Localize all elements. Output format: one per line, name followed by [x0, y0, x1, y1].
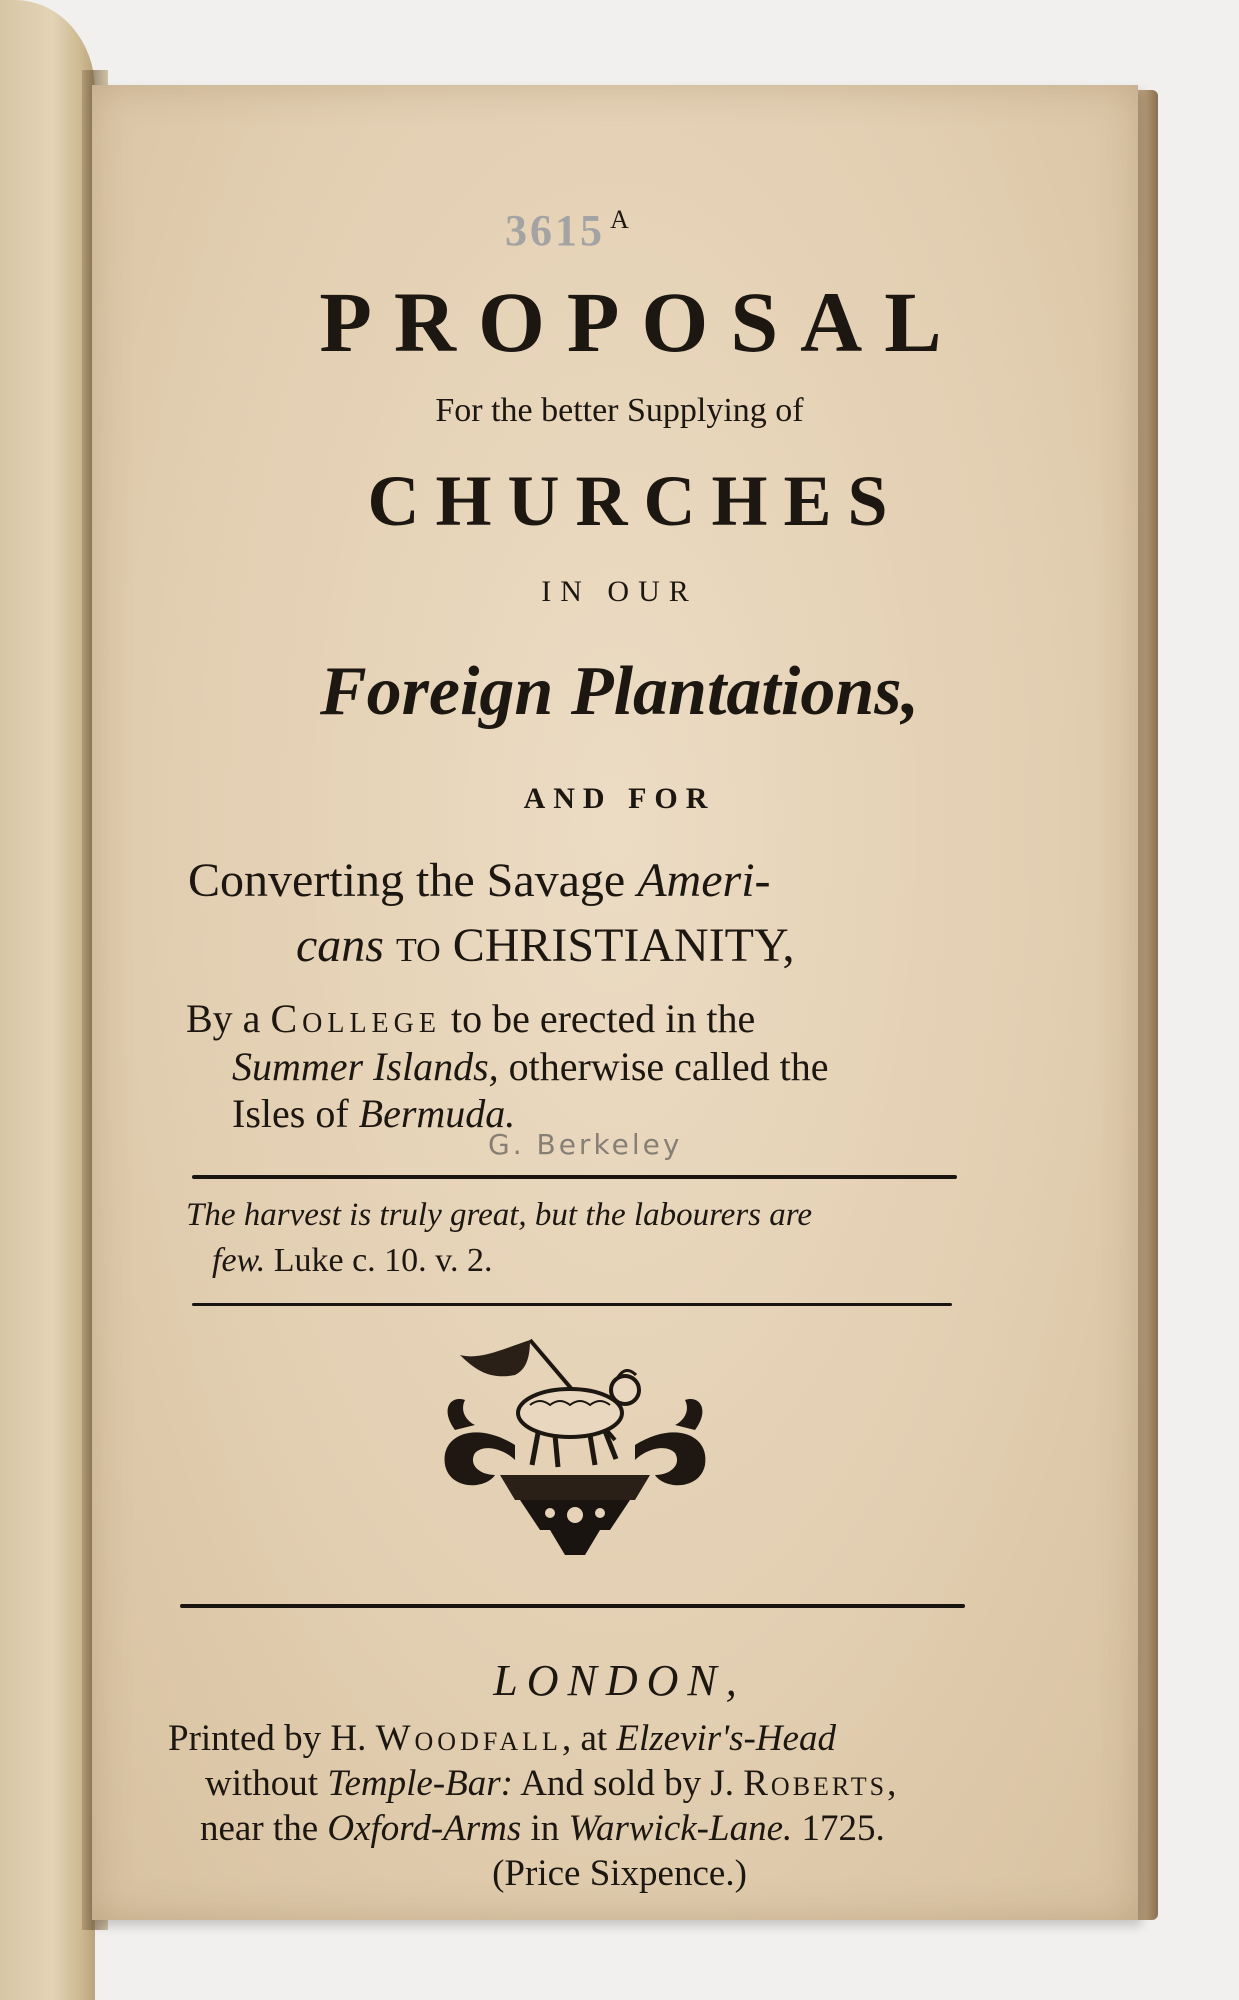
epigraph-line-1: The harvest is truly great, but the labourers are	[186, 1197, 813, 1233]
near-the: near the	[200, 1808, 328, 1849]
imprint-city: LONDON,	[493, 1656, 746, 1705]
otherwise-called: otherwise called the	[498, 1044, 829, 1089]
at-text: , at	[561, 1718, 617, 1759]
epigraph-citation: Luke c. 10. v. 2.	[265, 1242, 493, 1279]
converting-line-1	[188, 853, 771, 908]
sold-by: And sold by J.	[512, 1763, 744, 1804]
converting-line-2	[296, 918, 794, 973]
library-stamp: 3615	[505, 206, 605, 255]
title-churches: CHURCHES	[367, 461, 904, 541]
printer-name: Woodfall	[375, 1718, 562, 1759]
rule-bottom	[180, 1604, 965, 1608]
title-article: A	[610, 205, 629, 234]
without-text: without	[205, 1763, 328, 1804]
college-word: College	[270, 996, 441, 1041]
imprint-price: (Price Sixpence.)	[492, 1853, 747, 1894]
title-foreign-plantations: Foreign Plantations,	[319, 653, 920, 730]
title-proposal: PROPOSAL	[319, 274, 964, 370]
printed-by: Printed by H.	[168, 1718, 376, 1759]
converting-text: Converting the Savage	[188, 854, 638, 907]
christianity-text: to CHRISTIANITY,	[383, 919, 795, 972]
subtitle-for-line: For the better Supplying of	[435, 392, 804, 429]
imprint-line-3	[200, 1807, 885, 1850]
rule-top	[192, 1175, 957, 1179]
bermuda: Bermuda.	[358, 1091, 516, 1136]
epigraph-few: few.	[212, 1242, 266, 1279]
handwritten-signature: G. Berkeley	[488, 1128, 683, 1161]
imprint-year: 1725.	[792, 1808, 885, 1849]
americans-italic: Ameri-	[637, 854, 771, 907]
title-and-for: AND FOR	[523, 782, 716, 815]
temple-bar: Temple-Bar:	[327, 1763, 513, 1804]
elzevirs-head: Elzevir's-Head	[616, 1718, 836, 1759]
college-line-3	[232, 1090, 515, 1137]
cans-italic: cans	[296, 919, 384, 972]
rule-middle	[192, 1303, 952, 1306]
paschal-lamb-vignette-icon	[420, 1325, 730, 1575]
imprint-line-1	[168, 1717, 836, 1760]
isles-of: Isles of	[232, 1091, 359, 1136]
imprint-line-2	[205, 1762, 896, 1805]
warwick-lane: Warwick-Lane.	[568, 1808, 793, 1849]
college-line-1	[186, 995, 755, 1042]
oxford-arms: Oxford-Arms	[327, 1808, 522, 1849]
summer-islands: Summer Islands,	[232, 1044, 499, 1089]
title-in-our: IN OUR	[541, 575, 698, 608]
college-line-2	[232, 1043, 829, 1090]
epigraph-line-2	[212, 1242, 492, 1280]
college-prefix: By a	[186, 996, 271, 1041]
college-suffix: to be erected in the	[440, 996, 756, 1041]
seller-name: Roberts	[743, 1763, 888, 1804]
in-text: in	[521, 1808, 569, 1849]
comma: ,	[887, 1763, 897, 1804]
